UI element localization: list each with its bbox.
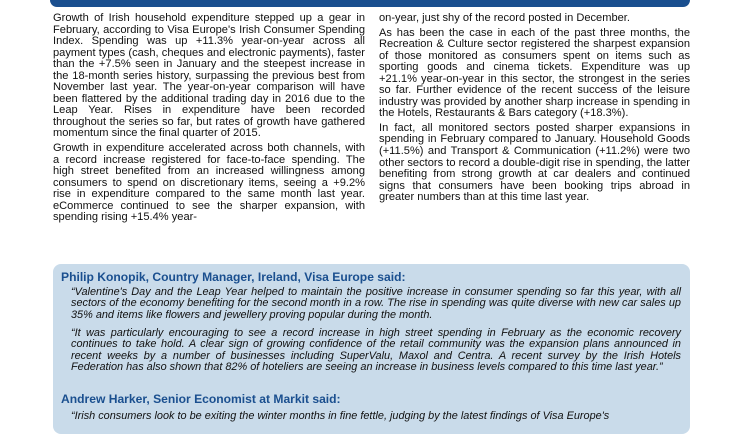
speaker-heading-harker: Andrew Harker, Senior Economist at Markit said:	[61, 392, 341, 406]
header-bar	[50, 0, 690, 7]
quote-konopik-1: “Valentine's Day and the Leap Year helped to maintain the positive increase in consumer spending so far this year, with all sectors of the economy benefiting for the second month in a row. The rise in spending was quite diverse with new car sales up 35% and items like flowers and jewellery proving popular during the month.	[71, 286, 681, 321]
paragraph-continuation: on-year, just shy of the record posted in December.	[379, 12, 630, 24]
paragraph-channels: Growth in expenditure accelerated across both channels, with a record increase registered for face-to-face spending. The high street benefited from an increased willingness among consumers to spend on discretionary items, seeing a +9.2% rise in expenditure compared to the same month last year. eCommerce continued to see the sharper expansion, with spending rising +15.4% year-	[53, 142, 365, 224]
article-right-column	[379, 13, 690, 207]
quote-harker-1: “Irish consumers look to be exiting the winter months in fine fettle, judging by the latest findings of Visa Europe's	[71, 410, 610, 422]
quote-box	[53, 264, 690, 434]
paragraph-all-sectors: In fact, all monitored sectors posted sharper expansions in spending in February compared to January. Household Goods (+11.5%) and Transport & Communication (+11.2%) were two other sectors to record a double-digit rise in spending, the latter benefiting from strong growth at car dealers and continued signs that consumers have been booking trips abroad in greater numbers than at this time last year.	[379, 121, 690, 204]
article-left-column	[53, 13, 365, 227]
quote-konopik-2: “It was particularly encouraging to see a record increase in high street spending in February as the economic recovery continues to take hold. A clear sign of growing confidence of the retail community was the expansion plans announced in recent weeks by a number of businesses including SuperValu, Maxol and Centra. A recent survey by the Irish Hotels Federation has also shown that 82% of hoteliers are seeing an increase in business levels compared to this time last year.”	[71, 327, 681, 374]
speaker-heading-konopik: Philip Konopik, Country Manager, Ireland, Visa Europe said:	[61, 270, 406, 284]
paragraph-recreation-culture: As has been the case in each of the past three months, the Recreation & Culture sector registered the sharpest expansion of those monitored as consumers spent on items such as sporting goods and cinema tickets. Expenditure was up +21.1% year-on-year in this sector, the strongest in the series so far. Further evidence of the recent success of the leisure industry was provided by another sharp increase in spending in the Hotels, Restaurants & Bars category (+18.3%).	[379, 26, 690, 120]
paragraph-headline-growth: Growth of Irish household expenditure stepped up a gear in February, according to Visa Europe's Irish Consumer Spending Index. Spending was up +11.3% year-on-year across all payment types (cash, cheques and electronic payments), faster than the +7.5% seen in January and the steepest increase in the 18-month series history, surpassing the previous best from November last year. The year-on-year comparison will have been flattered by the additional trading day in 2016 due to the Leap Year. Rises in expenditure have been recorded throughout the series so far, but rates of growth have gathered momentum since the final quarter of 2015.	[53, 12, 365, 140]
